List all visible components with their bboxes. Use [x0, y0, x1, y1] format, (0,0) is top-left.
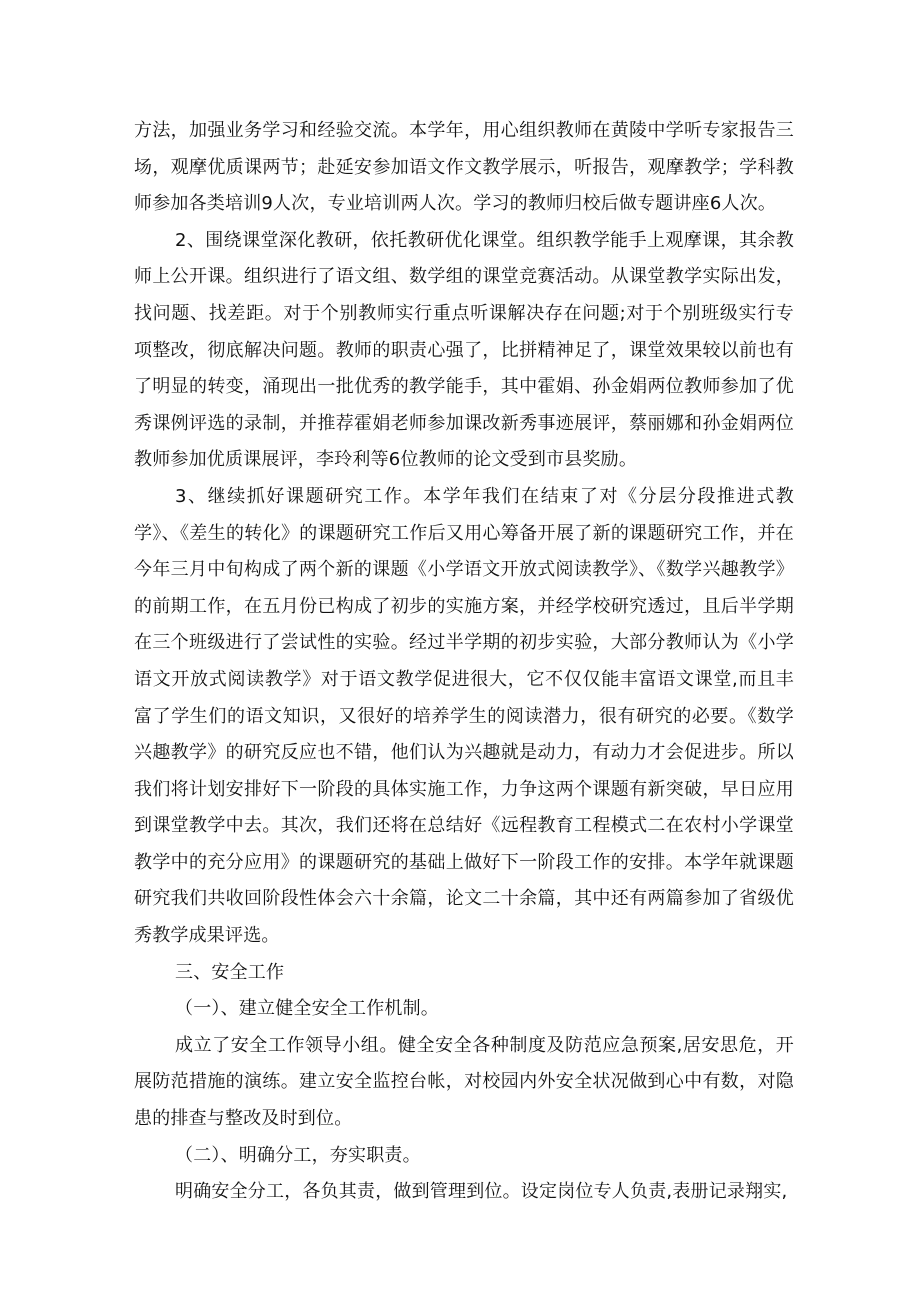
paragraph-teacher-training: 方法，加强业务学习和经验交流。本学年，用心组织教师在黄陵中学听专家报告三场，观摩优质课两节；赴延安参加语文作文教学展示，听报告，观摩教学；学科教师参加各类培训9人次，专业培训两人次。学习的教师归校后做专题讲座6人次。	[134, 120, 794, 215]
subheading-division-of-duties: （二）、明确分工，夯实职责。	[175, 1144, 421, 1166]
subheading-safety-mechanism: （一）、建立健全安全工作机制。	[175, 998, 439, 1020]
document-body	[134, 113, 794, 1211]
paragraph-safety-mechanism: 成立了安全工作领导小组。健全安全各种制度及防范应急预案,居安思危，开展防范措施的演练。建立安全监控台帐，对校园内外安全状况做到心中有数，对隐患的排查与整改及时到位。	[134, 1034, 794, 1130]
paragraph-division-of-duties: 明确安全分工，各负其责，做到管理到位。设定岗位专人负责,表册记录翔实,	[175, 1181, 788, 1203]
paragraph-topic-research: 3、继续抓好课题研究工作。本学年我们在结束了对《分层分段推进式教学》、《差生的转化》的课题研究工作后又用心筹备开展了新的课题研究工作，并在今年三月中旬构成了两个新的课题《小学语文开放式阅读教学》、《数学兴趣教学》的前期工作，在五月份已构成了初步的实施方案，并经学校研究透过，且后半学期在三个班级进行了尝试性的实验。经过半学期的初步实验，大部分教师认为《小学语文开放式阅读教学》对于语文教学促进很大，它不仅仅能丰富语文课堂,而且丰富了学生们的语文知识，又很好的培养学生的阅读潜力，很有研究的必要。《数学兴趣教学》的研究反应也不错，他们认为兴趣就是动力，有动力才会促进步。所以我们将计划安排好下一阶段的具体实施工作，力争这两个课题有新突破，早日应用到课堂教学中去。其次，我们还将在总结好《远程教育工程模式二在农村小学课堂教学中的充分应用》的课题研究的基础上做好下一阶段工作的安排。本学年就课题研究我们共收回阶段性体会六十余篇，论文二十余篇，其中还有两篇参加了省级优秀教学成果评选。	[134, 485, 794, 947]
section-heading-safety: 三、安全工作	[175, 961, 285, 983]
paragraph-classroom-research: 2、围绕课堂深化教研，依托教研优化课堂。组织教学能手上观摩课，其余教师上公开课。组织进行了语文组、数学组的课堂竞赛活动。从课堂教学实际出发，找问题、找差距。对于个别教师实行重点听课解决存在问题;对于个别班级实行专项整改，彻底解决问题。教师的职责心强了，比拼精神足了，课堂效果较以前也有了明显的转变，涌现出一批优秀的教学能手，其中霍娟、孙金娟两位教师参加了优秀课例评选的录制，并推荐霍娟老师参加课改新秀事迹展评，蔡丽娜和孙金娟两位教师参加优质课展评，李玲利等6位教师的论文受到市县奖励。	[134, 229, 794, 471]
